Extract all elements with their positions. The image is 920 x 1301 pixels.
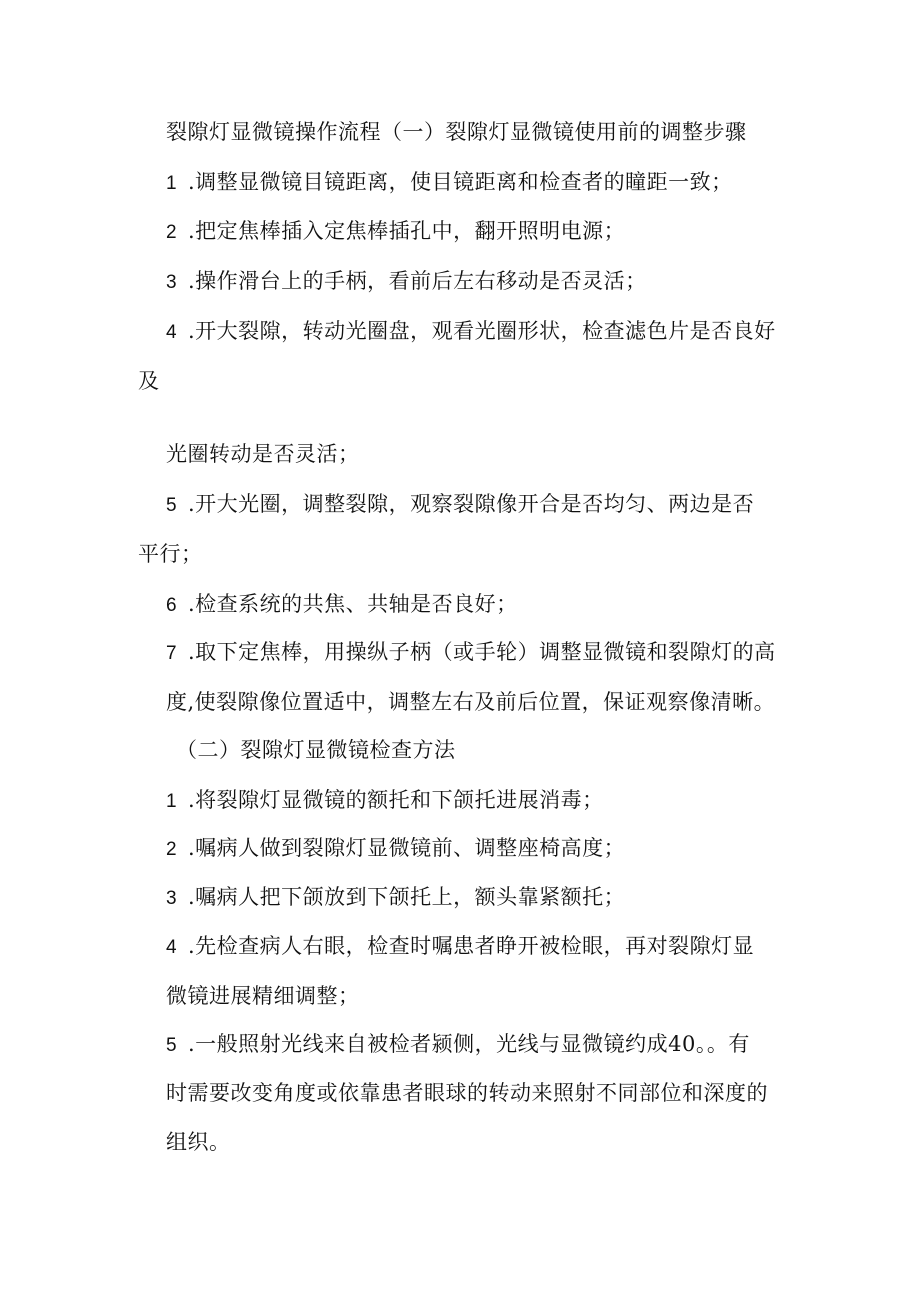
item-number: 5 <box>166 1035 178 1056</box>
list-item <box>166 786 604 816</box>
list-item <box>166 834 625 864</box>
item-number: 7 <box>166 643 178 664</box>
list-item <box>166 883 625 913</box>
item-text: .调整显微镜目镜距离，使目镜距离和检查者的瞳距一致； <box>188 170 733 194</box>
list-item <box>166 168 733 198</box>
list-item <box>166 1030 750 1060</box>
item-number: 2 <box>166 839 178 860</box>
item-text: .操作滑台上的手柄，看前后左右移动是否灵活； <box>188 269 647 293</box>
item-number: 2 <box>166 222 178 243</box>
item-number: 3 <box>166 272 178 293</box>
list-item <box>166 590 518 620</box>
section-heading: （二）裂隙灯显微镜检查方法 <box>176 738 456 762</box>
item-text: .取下定焦棒，用操纵子柄（或手轮）调整显微镜和裂隙灯的高 <box>188 640 776 664</box>
item-continuation: 度,使裂隙像位置适中，调整左右及前后位置，保证观察像清晰。 <box>166 690 776 714</box>
item-number: 5 <box>166 495 178 516</box>
item-text: .检查系统的共焦、共轴是否良好； <box>188 592 518 616</box>
list-item <box>166 490 754 520</box>
item-continuation: 及 <box>138 369 160 393</box>
item-continuation: 光圈转动是否灵活； <box>166 442 360 466</box>
item-text: .嘱病人做到裂隙灯显微镜前、调整座椅高度； <box>188 836 626 860</box>
item-text: .一般照射光线来自被检者颍侧，光线与显微镜约成40。。有 <box>188 1032 750 1056</box>
item-number: 4 <box>166 937 178 958</box>
list-item <box>166 638 776 668</box>
item-continuation: 时需要改变角度或依靠患者眼球的转动来照射不同部位和深度的 <box>166 1081 768 1105</box>
list-item <box>166 267 647 297</box>
item-continuation: 组织。 <box>166 1130 231 1154</box>
list-item <box>166 317 776 347</box>
item-number: 1 <box>166 173 178 194</box>
item-continuation: 平行； <box>138 542 203 566</box>
item-number: 1 <box>166 791 178 812</box>
item-text: .先检查病人右眼，检查时嘱患者睁开被检眼，再对裂隙灯显 <box>188 934 755 958</box>
document-title: 裂隙灯显微镜操作流程（一）裂隙灯显微镜使用前的调整步骤 <box>166 120 747 144</box>
item-text: .将裂隙灯显微镜的额托和下颌托进展消毒； <box>188 788 604 812</box>
item-text: .嘱病人把下颌放到下颌托上，额头靠紧额托； <box>188 885 626 909</box>
list-item <box>166 932 754 962</box>
item-number: 4 <box>166 322 178 343</box>
item-continuation: 微镜进展精细调整； <box>166 984 360 1008</box>
item-text: .开大裂隙，转动光圈盘，观看光圈形状，检查滤色片是否良好 <box>188 319 776 343</box>
item-text: .开大光圈，调整裂隙，观察裂隙像开合是否均匀、两边是否 <box>188 492 755 516</box>
item-text: .把定焦棒插入定焦棒插孔中，翻开照明电源； <box>188 219 626 243</box>
item-number: 3 <box>166 888 178 909</box>
item-number: 6 <box>166 595 178 616</box>
list-item <box>166 217 625 247</box>
